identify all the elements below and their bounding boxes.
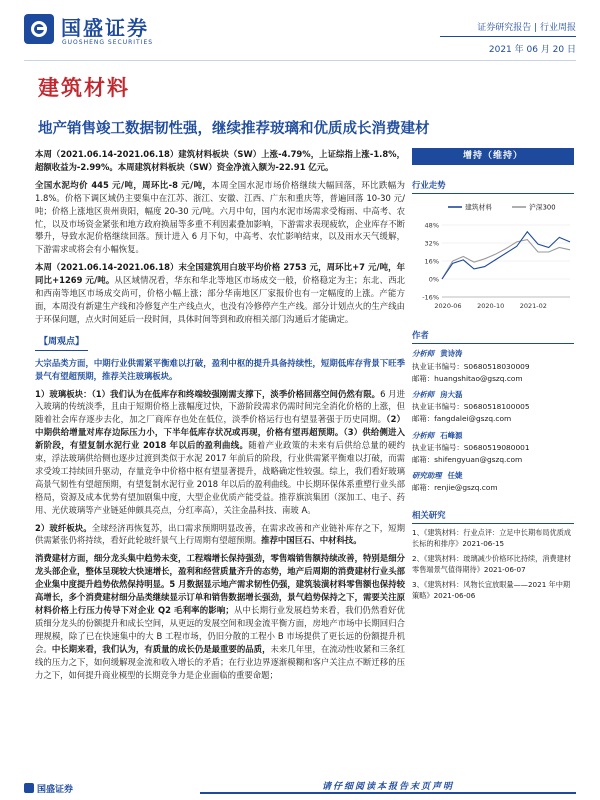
main-body: [35, 148, 405, 776]
glass-point-3: （3）供给侧进入新阶段，有望复制水泥行业 2018 年以后的盈利曲线。: [35, 427, 405, 451]
rating-badge: 增持（维持）: [412, 148, 574, 165]
logo-mark-icon: [24, 14, 54, 44]
cement-price-highlight: 全国水泥均价 445 元/吨，周环比-8 元/吨，: [35, 179, 212, 190]
paragraph-fiber-sector: [35, 522, 405, 548]
trend-heading: 行业走势: [412, 179, 574, 194]
consumer-highlight-1: 消费建材方面，细分龙头集中趋势未变，工程端增长保持强劲，零售端销售额持续改善，特别是细分龙头部企业，整体呈现较大快速增长，盈利和经营质量齐升的态势，地产后周期的消费建材行业头部企业集中度提升趋势依然保持明显。5 月数据显示地产需求韧性仍强，建筑装潢材料零售额也保持较高增长，多个消费建材细分品类继续显示订单和销售数据增长强劲，景气趋势保持之下，需要关注原材料价格上行压力传导下对企业 Q2 毛利率的影响；: [35, 553, 405, 615]
related-research-item[interactable]: 1、《建筑材料：行业点评：立足中长期布局优质成长标的和排序》2021-06-15: [412, 527, 572, 549]
footer-logo-icon: [24, 783, 34, 793]
summary-text: 大宗品类方面，中期行业供需紧平衡难以打破，盈利中枢的提升具备持续性，短期低库存背景下旺季景气有望超预期，推荐关注玻璃板块。: [35, 357, 405, 381]
header-divider: [24, 60, 576, 61]
paragraph-consumer-materials: [35, 552, 405, 681]
analyst-entry: [412, 348, 574, 385]
logo-cn-text: 国盛证券: [61, 16, 149, 40]
header-divider-short: [440, 36, 576, 37]
analyst-entry: [412, 389, 574, 426]
cement-detail-text: 本周全国水泥市场价格继续大幅回落，环比跌幅为 1.8%。价格下调区域仍主要集中在江苏、浙江、安徽、江西、广东和重庆等，普遍回落 10-30 元/吨；价格上涨地区贵州贵阳，幅度 20-30 元/吨。六月中旬，国内水泥市场需求受梅雨、中高考、农忙，以及市场资金紧张和地方政府换届等多重不利因素叠加影响，下游需求表现疲软，企业库存不断攀升，导致水泥价格继续回落。预计进入 6 月下旬，中高考、农忙影响结束，以及雨水天气缓解，下游需求或将会有小幅恢复。: [35, 179, 405, 255]
assistant-email[interactable]: 邮箱：renjie@gszq.com: [412, 483, 498, 493]
series-line-建筑材料: [442, 232, 570, 279]
related-research-heading: 相关研究: [412, 509, 574, 524]
glass-point-1-detail: 6 月进入玻璃的传统淡季，且由于短期价格上涨幅度过快，下游阶段需求仍需时间完全消化价格的上涨，但随着社会库存逐步去化，加之厂商库存也处在低位，淡季价格运行也有望显著强于历史同期。: [35, 388, 405, 425]
paragraph-summary: [35, 357, 405, 383]
analyst-entry: [412, 430, 574, 467]
authors-heading: 作者: [412, 329, 574, 344]
analyst-email[interactable]: 邮箱：huangshitao@gszq.com: [412, 373, 523, 383]
analyst-name: 石峰源: [440, 430, 463, 440]
weekly-view-heading: 【周观点】: [35, 335, 88, 351]
glass-price-detail: 从区域情况看，华东和华北等地区市场成交一般，价格稳定为主；东北、西北和西南等地区市场成交尚可，价格小幅上涨；部分华南地区厂家报价也有一定幅度的上涨。产能方面，本周没有新建生产线和冷修复产生产线点火，也没有冷修停产生产线。部分计划点火的生产线由于环保问题，点火时间延后一段时间，具体时间等到和政府相关部门沟通后才能确定。: [35, 275, 405, 324]
industry-trend-chart: [412, 197, 574, 315]
sidebar: [412, 148, 574, 648]
assistant-name: 任婕: [447, 471, 463, 481]
consumer-highlight-2: 中长期来看，我们认为，有质量的成长仍是最重要的品质，: [51, 643, 271, 654]
logo-en-text: GUOSHENG SECURITIES: [62, 39, 154, 46]
footer-divider: [200, 792, 576, 794]
paragraph-glass-sector: [35, 388, 405, 517]
x-tick-label: 2020-10: [477, 302, 505, 311]
legend-label: 沪深300: [529, 203, 556, 212]
analyst-email[interactable]: 邮箱：fangdalei@gszq.com: [412, 414, 512, 424]
related-research-item[interactable]: 2、《建筑材料：玻璃减少价格环比持续，消费建材零售端景气值得期待》2021-06-07: [412, 553, 572, 575]
analyst-license: 执业证书编号：S0680519080001: [412, 442, 530, 452]
weekly-performance-text: 本周（2021.06.14-2021.06.18）建筑材料板块（SW）上涨-4.79%，上证综指上涨-1.8%，超额收益为-2.99%。本周建筑材料板块（SW）资金净流入额为-22.91 亿元。: [35, 149, 405, 172]
analyst-name: 黄诗涛: [440, 349, 463, 359]
analyst-license: 执业证书编号：S0680518100005: [412, 402, 530, 412]
report-headline: 地产销售竣工数据韧性强，继续推荐玻璃和优质成长消费建材: [38, 121, 430, 137]
glass-sector-label: 1）玻璃板块：: [35, 388, 92, 399]
assistant-entry: [412, 470, 574, 494]
y-tick-label: -16%: [422, 293, 439, 302]
glass-point-1: （1）我们认为在低库存和终端较强刚需支撑下，淡季价格回落空间仍然有限。: [91, 388, 381, 399]
paragraph-glass-price: [35, 261, 405, 326]
glass-point-2: （2）中期供给增量对库存边际压力小，下半年低库存状况或再现，价格有望再超预期。: [35, 414, 405, 438]
y-tick-label: 0%: [428, 275, 439, 284]
glass-price-highlight: 本周（2021.06.14-2021.06.18）末全国建筑用白玻平均价格 2753 元，周环比+7 元/吨，年同比+1269 元/吨。: [35, 262, 405, 286]
legend-label: 建筑材料: [465, 203, 493, 212]
sector-title: 建筑材料: [38, 76, 130, 100]
y-tick-label: 32%: [424, 239, 439, 248]
footer-logo-text: 国盛证券: [37, 785, 74, 795]
report-date: 2021 年 06 月 20 日: [488, 45, 576, 55]
paragraph-cement: [35, 179, 405, 256]
analyst-name: 房大磊: [440, 390, 463, 400]
fiber-recommendation: 推荐中国巨石、中材科技。: [261, 535, 362, 546]
assistant-role: 研究助理: [412, 471, 442, 481]
consumer-detail-1: 从中长期行业发展趋势来看，我们仍然看好优质细分龙头的份额提升和成长空间，从更远的发展空间和现金流平衡方面，房地产市场中长期回归合理规模，除了已在快速集中的大 B 工程市场，仍旧分散的工程小 B 市场提供了更长远的份额提升机会。: [35, 605, 405, 654]
analyst-license: 执业证书编号：S0680518030009: [412, 361, 530, 371]
y-tick-label: 16%: [424, 257, 439, 266]
y-tick-label: 48%: [424, 221, 439, 230]
fiber-sector-label: 2）玻纤板块。: [35, 522, 92, 533]
report-type: 证券研究报告 | 行业周报: [477, 23, 576, 33]
x-tick-label: 2020-06: [434, 302, 462, 311]
analyst-role: 分析师: [412, 390, 435, 400]
consumer-detail-2: 未来几年里，在流动性收紧和三条红线的压力之下，如何缓解现金流和收入增长的矛盾；在行业边界逐渐模糊和客户关注点不断迁移的压力之下，如何提升商业模型的长期竞争力是企业面临的重要命题；: [35, 643, 405, 680]
fiber-detail: 全球经济再恢复苏，出口需求预期明显改善，在需求改善和产业链补库存之下，短期供需紧张仍将持续，看好此轮玻纤景气上行周期有望超预期。: [35, 522, 405, 546]
company-logo: [24, 12, 194, 52]
footer-logo: [24, 782, 73, 795]
analyst-role: 分析师: [412, 349, 435, 359]
paragraph-weekly-performance: [35, 148, 405, 174]
footer-disclaimer-notice: 请仔细阅读本报告末页声明: [321, 782, 454, 792]
analyst-email[interactable]: 邮箱：shifengyuan@gszq.com: [412, 455, 523, 465]
analyst-role: 分析师: [412, 430, 435, 440]
related-research-item[interactable]: 3、《建筑材料：风物长宜放眼量——2021 年中期策略》2021-06-06: [412, 579, 571, 601]
x-tick-label: 2021-02: [519, 302, 547, 311]
glass-point-3-detail: 随着产业政策的未来有后供给总量的硬约束，浮法玻璃供给侧也逐步过渡到类似于水泥 2017 年前后的阶段，行业供需紧平衡难以打破，而需求受竣工持续回升驱动，存量竞争中价格中枢有望显著提升，战略确定性较强。综上，我们看好玻璃高景气韧性有望超预期，有望复制水泥行业 2018 年以后的盈利曲线。中长期环保体系重塑行业头部格局，资源及成本优势有望加剧集中度，大型企业优质产能受益。推荐旗滨集团（深加工、电子、药用、光伏玻璃等产业链延伸颇具亮点，分红率高），关注金晶科技、南玻 A。: [35, 440, 405, 515]
